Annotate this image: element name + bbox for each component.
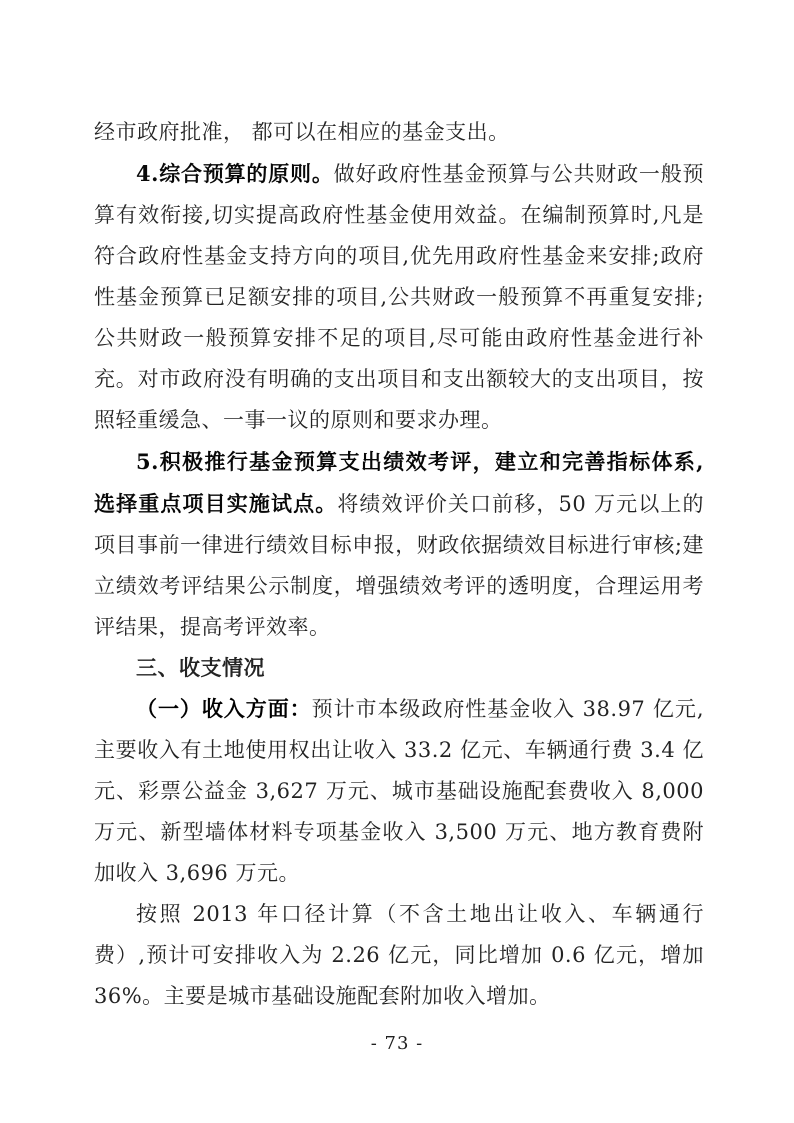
paragraph-continuation [94, 112, 704, 153]
income-lead: （一）收入方面： [136, 697, 312, 721]
section-heading-income-expense [94, 648, 704, 689]
item-4-text: 做好政府性基金预算与公共财政一般预算有效衔接,切实提高政府性基金使用效益。在编制预算时,凡是符合政府性基金支持方向的项目,优先用政府性基金来安排;政府性基金预算已足额安排的项目,公共财政一般预算不再重复安排;公共财政一般预算安排不足的项目,尽可能由政府性基金进行补充。对市政府没有明确的支出项目和支出额较大的支出项目，按照轻重缓急、一事一议的原则和要求办理。 [94, 162, 704, 432]
income-text: 预计市本级政府性基金收入 38.97 亿元,主要收入有土地使用权出让收入 33.2 亿元、车辆通行费 3.4 亿元、彩票公益金 3,627 万元、城市基础设施配套费收入 8,000 万元、新型墙体材料专项基金收入 3,500 万元、地方教育费附加收入 3,696 万元。 [94, 697, 704, 885]
item-5-text: 将绩效评价关口前移，50 万元以上的项目事前一律进行绩效目标申报，财政依据绩效目标进行审核;建立绩效考评结果公示制度，增强绩效考评的透明度，合理运用考评结果，提高考评效率。 [94, 492, 704, 639]
item-4-lead: 4.综合预算的原则。 [136, 161, 334, 186]
paragraph-item-4 [94, 153, 704, 441]
paragraph-item-5 [94, 441, 704, 648]
item-5-lead: 5.积极推行基金预算支出绩效考评，建立和完善指标体系,选择重点项目实施试点。 [94, 449, 704, 516]
paragraph-caliber-text: 按照 2013 年口径计算（不含土地出让收入、车辆通行费）,预计可安排收入为 2.26 亿元，同比增加 0.6 亿元，增加 36%。主要是城市基础设施配套附加收入增加。 [94, 902, 704, 1008]
page-number: - 73 - [370, 1033, 424, 1054]
document-body [94, 112, 704, 1017]
paragraph-income [94, 689, 704, 894]
paragraph-caliber-2013 [94, 894, 704, 1017]
section-heading-text: 三、收支情况 [136, 656, 265, 680]
paragraph-continuation-text: 经市政府批准， 都可以在相应的基金支出。 [94, 120, 510, 144]
